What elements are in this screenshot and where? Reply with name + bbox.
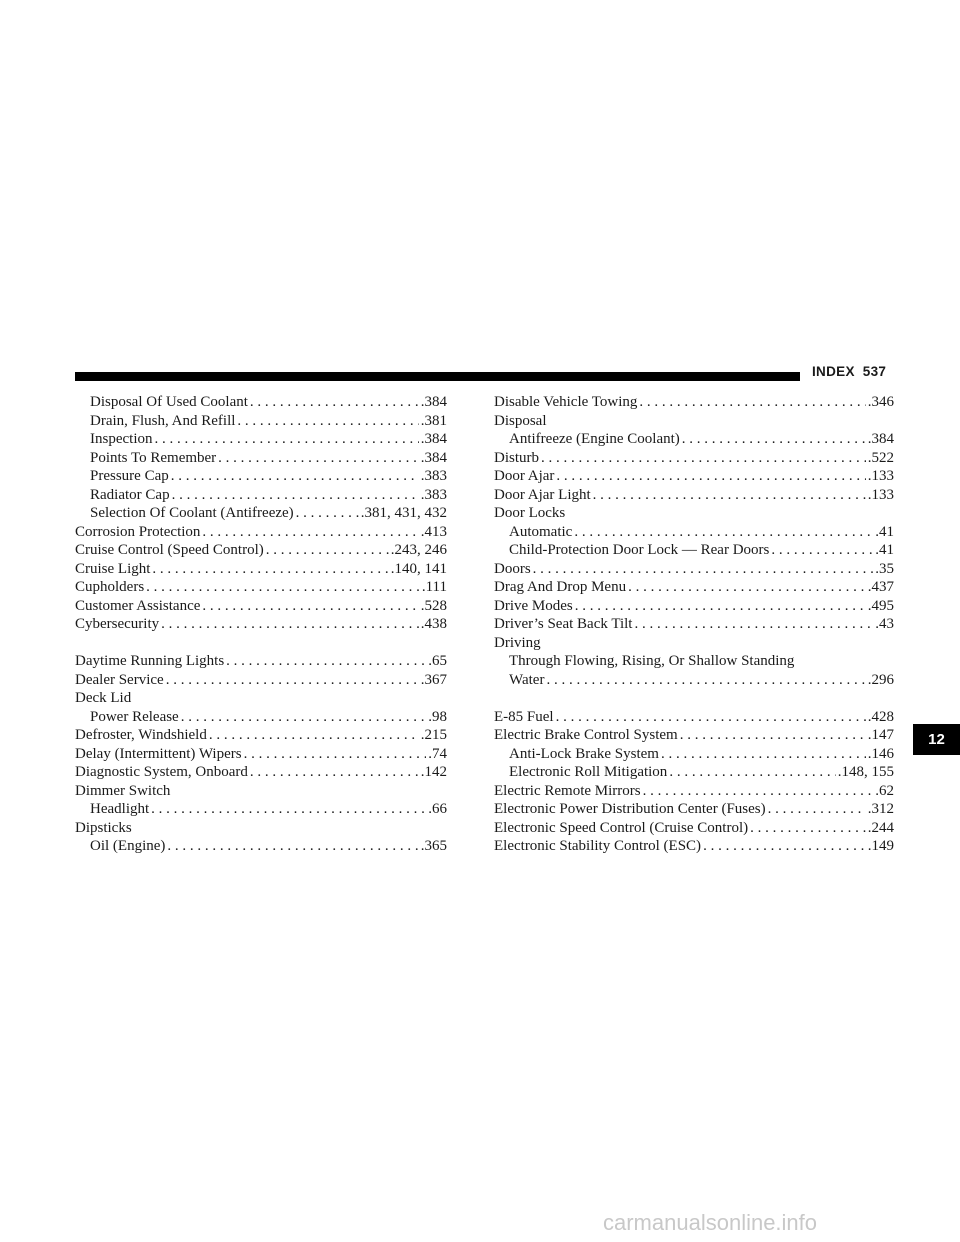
entry-page-ref: . 244 <box>868 819 894 838</box>
watermark: carmanualsonline.info <box>603 1210 818 1235</box>
dot-leader <box>556 467 865 486</box>
entry-page-ref: . 66 <box>428 800 447 819</box>
entry-page-ref: . 437 <box>868 578 894 597</box>
index-entry <box>75 689 447 708</box>
entry-term: Defroster, Windshield <box>75 727 207 743</box>
index-entry <box>494 597 894 616</box>
index-entry <box>494 486 894 505</box>
dot-leader <box>266 541 389 560</box>
entry-page-ref: . 367 <box>421 671 447 690</box>
index-entry <box>75 523 447 542</box>
dot-leader <box>146 578 420 597</box>
index-entry <box>494 782 894 801</box>
dot-leader <box>680 726 866 745</box>
dot-leader <box>151 800 426 819</box>
index-subentry <box>494 763 894 782</box>
entry-term: Dealer Service <box>75 671 164 688</box>
entry-term: Cybersecurity <box>75 616 160 632</box>
entry-term: Corrosion Protection <box>75 523 201 540</box>
entry-page-ref: . 41 <box>875 541 894 560</box>
entry-page-ref: . 98 <box>428 708 447 727</box>
entry-page-ref: . 62 <box>875 782 894 801</box>
entry-term: Disturb <box>494 449 539 466</box>
index-entry <box>494 504 894 523</box>
page-number: 537 <box>862 364 887 379</box>
entry-page-ref: . 522 <box>868 449 894 468</box>
entry-term: Electronic Power Distribution Center (Fuses) <box>494 801 766 817</box>
dot-leader <box>669 763 835 782</box>
dot-leader <box>682 430 866 449</box>
entry-term: Door Locks <box>494 505 566 521</box>
running-header <box>812 364 886 379</box>
entry-term: Water <box>509 671 545 688</box>
entry-term: Points To Remember <box>90 449 217 466</box>
dot-leader <box>202 597 418 616</box>
entry-page-ref: . 215 <box>421 726 447 745</box>
index-entry <box>75 597 447 616</box>
entry-term: Headlight <box>90 801 150 817</box>
entry-page-ref: . 381 <box>421 412 447 431</box>
dot-leader <box>166 671 419 690</box>
entry-term: Driver’s Seat Back Tilt <box>494 616 633 632</box>
index-entry <box>75 541 447 560</box>
entry-term: Delay (Intermittent) Wipers <box>75 745 242 762</box>
dot-leader <box>643 782 874 801</box>
index-entry <box>494 800 894 819</box>
entry-page-ref: . 383 <box>421 486 447 505</box>
index-entry <box>75 671 447 690</box>
dot-leader <box>546 671 865 690</box>
index-entry <box>75 819 447 838</box>
dot-leader <box>244 745 427 764</box>
entry-page-ref: . 413 <box>421 523 447 542</box>
index-entry <box>75 763 447 782</box>
index-subentry <box>75 486 447 505</box>
entry-term: Oil (Engine) <box>90 838 166 854</box>
dot-leader <box>181 708 427 727</box>
index-subentry <box>494 541 894 560</box>
entry-page-ref: . 384 <box>421 393 447 412</box>
entry-term: Cupholders <box>75 579 145 595</box>
index-subentry <box>494 430 894 449</box>
index-subentry <box>494 745 894 764</box>
index-subentry <box>75 708 447 727</box>
entry-term: Through Flowing, Rising, Or Shallow Standing <box>509 653 795 669</box>
entry-term: Doors <box>494 560 531 577</box>
entry-term: Deck Lid <box>75 690 132 706</box>
dot-leader <box>161 615 419 634</box>
dot-leader <box>167 837 418 856</box>
dot-leader <box>250 393 419 412</box>
header-rule <box>75 372 800 381</box>
index-entry <box>494 467 894 486</box>
entry-page-ref: . 133 <box>868 486 894 505</box>
entry-term: Inspection <box>90 431 153 447</box>
dot-leader <box>771 541 873 560</box>
dot-leader <box>575 597 866 616</box>
index-subentry <box>75 504 447 523</box>
entry-term: Automatic <box>509 523 573 540</box>
entry-term: Diagnostic System, Onboard <box>75 764 248 780</box>
entry-page-ref: . 495 <box>868 597 894 616</box>
entry-page-ref: . 384 <box>421 430 447 449</box>
entry-term: Selection Of Coolant (Antifreeze) <box>90 505 294 521</box>
entry-term: Door Ajar Light <box>494 486 591 503</box>
entry-page-ref: . 383 <box>421 467 447 486</box>
entry-term: Electric Remote Mirrors <box>494 782 641 799</box>
entry-page-ref: . 384 <box>868 430 894 449</box>
index-entry <box>494 837 894 856</box>
index-right-column <box>494 393 894 856</box>
entry-term: Power Release <box>90 708 179 725</box>
entry-page-ref: . 346 <box>868 393 894 412</box>
entry-term: Disable Vehicle Towing <box>494 394 638 410</box>
dot-leader <box>541 449 866 468</box>
section-gap <box>494 689 894 708</box>
entry-page-ref: . 133 <box>868 467 894 486</box>
entry-term: Anti-Lock Brake System <box>509 745 659 762</box>
dot-leader <box>209 726 419 745</box>
entry-term: Daytime Running Lights <box>75 653 225 669</box>
dot-leader <box>533 560 874 579</box>
index-entry <box>494 819 894 838</box>
dot-leader <box>152 560 388 579</box>
section-gap <box>75 634 447 653</box>
entry-page-ref: . 65 <box>428 652 447 671</box>
dot-leader <box>768 800 866 819</box>
chapter-tab: 12 <box>913 724 960 755</box>
dot-leader <box>661 745 866 764</box>
entry-term: Door Ajar <box>494 468 555 484</box>
entry-page-ref: . 428 <box>868 708 894 727</box>
entry-term: Dimmer Switch <box>75 782 171 799</box>
dot-leader <box>639 393 865 412</box>
index-subentry <box>494 671 894 690</box>
entry-term: E-85 Fuel <box>494 708 554 725</box>
index-subentry <box>75 449 447 468</box>
dot-leader <box>703 837 866 856</box>
dot-leader <box>250 763 419 782</box>
entry-term: Driving <box>494 634 541 651</box>
index-entry <box>494 615 894 634</box>
entry-term: Drag And Drop Menu <box>494 579 627 595</box>
index-entry <box>75 560 447 579</box>
index-entry <box>494 634 894 653</box>
entry-term: Electronic Roll Mitigation <box>509 764 668 780</box>
index-entry <box>75 782 447 801</box>
entry-term: Drain, Flush, And Refill <box>90 412 236 429</box>
header-title: INDEX <box>812 364 855 379</box>
index-entry <box>494 578 894 597</box>
entry-page-ref: . 146 <box>868 745 894 764</box>
dot-leader <box>171 467 419 486</box>
entry-page-ref: . 384 <box>421 449 447 468</box>
entry-term: Dipsticks <box>75 819 132 836</box>
dot-leader <box>634 615 873 634</box>
index-entry <box>494 708 894 727</box>
entry-page-ref: . 149 <box>868 837 894 856</box>
entry-term: Electronic Speed Control (Cruise Control) <box>494 819 749 836</box>
entry-page-ref: . 381, 431, 432 <box>361 504 447 523</box>
index-subentry <box>494 652 894 671</box>
entry-page-ref: . 140, 141 <box>391 560 447 579</box>
index-subentry <box>75 393 447 412</box>
index-subentry <box>75 800 447 819</box>
dot-leader <box>628 578 866 597</box>
entry-page-ref: . 43 <box>875 615 894 634</box>
entry-term: Radiator Cap <box>90 486 170 503</box>
index-subentry <box>494 523 894 542</box>
entry-page-ref: . 296 <box>868 671 894 690</box>
index-subentry <box>75 837 447 856</box>
dot-leader <box>218 449 419 468</box>
index-entry <box>494 560 894 579</box>
entry-term: Disposal Of Used Coolant <box>90 394 248 410</box>
entry-term: Disposal <box>494 412 547 429</box>
index-entry <box>75 615 447 634</box>
entry-page-ref: . 148, 155 <box>838 763 894 782</box>
entry-page-ref: . 74 <box>428 745 447 764</box>
entry-page-ref: . 147 <box>868 726 894 745</box>
index-entry <box>75 745 447 764</box>
dot-leader <box>226 652 426 671</box>
entry-page-ref: . 142 <box>421 763 447 782</box>
dot-leader <box>237 412 418 431</box>
dot-leader <box>202 523 418 542</box>
index-subentry <box>75 430 447 449</box>
index-entry <box>75 578 447 597</box>
dot-leader <box>556 708 866 727</box>
entry-term: Electric Brake Control System <box>494 727 678 743</box>
entry-page-ref: . 365 <box>421 837 447 856</box>
index-subentry <box>75 412 447 431</box>
index-entry <box>494 412 894 431</box>
index-entry <box>494 393 894 412</box>
entry-term: Antifreeze (Engine Coolant) <box>509 431 680 447</box>
entry-term: Pressure Cap <box>90 468 169 484</box>
entry-page-ref: . 111 <box>422 578 447 597</box>
index-entry <box>494 449 894 468</box>
entry-term: Electronic Stability Control (ESC) <box>494 838 702 854</box>
entry-page-ref: . 528 <box>421 597 447 616</box>
entry-term: Cruise Control (Speed Control) <box>75 542 264 558</box>
entry-term: Child-Protection Door Lock — Rear Doors <box>509 542 770 558</box>
dot-leader <box>593 486 866 505</box>
dot-leader <box>296 504 359 523</box>
entry-page-ref: . 35 <box>875 560 894 579</box>
dot-leader <box>750 819 866 838</box>
index-subentry <box>75 467 447 486</box>
index-entry <box>75 652 447 671</box>
index-entry <box>494 726 894 745</box>
dot-leader <box>172 486 419 505</box>
entry-page-ref: . 438 <box>421 615 447 634</box>
dot-leader <box>154 430 418 449</box>
dot-leader <box>574 523 873 542</box>
index-left-column <box>75 393 447 856</box>
entry-page-ref: . 41 <box>875 523 894 542</box>
entry-term: Cruise Light <box>75 560 151 577</box>
entry-term: Drive Modes <box>494 597 573 614</box>
index-entry <box>75 726 447 745</box>
entry-page-ref: . 243, 246 <box>391 541 447 560</box>
entry-term: Customer Assistance <box>75 597 201 614</box>
entry-page-ref: . 312 <box>868 800 894 819</box>
